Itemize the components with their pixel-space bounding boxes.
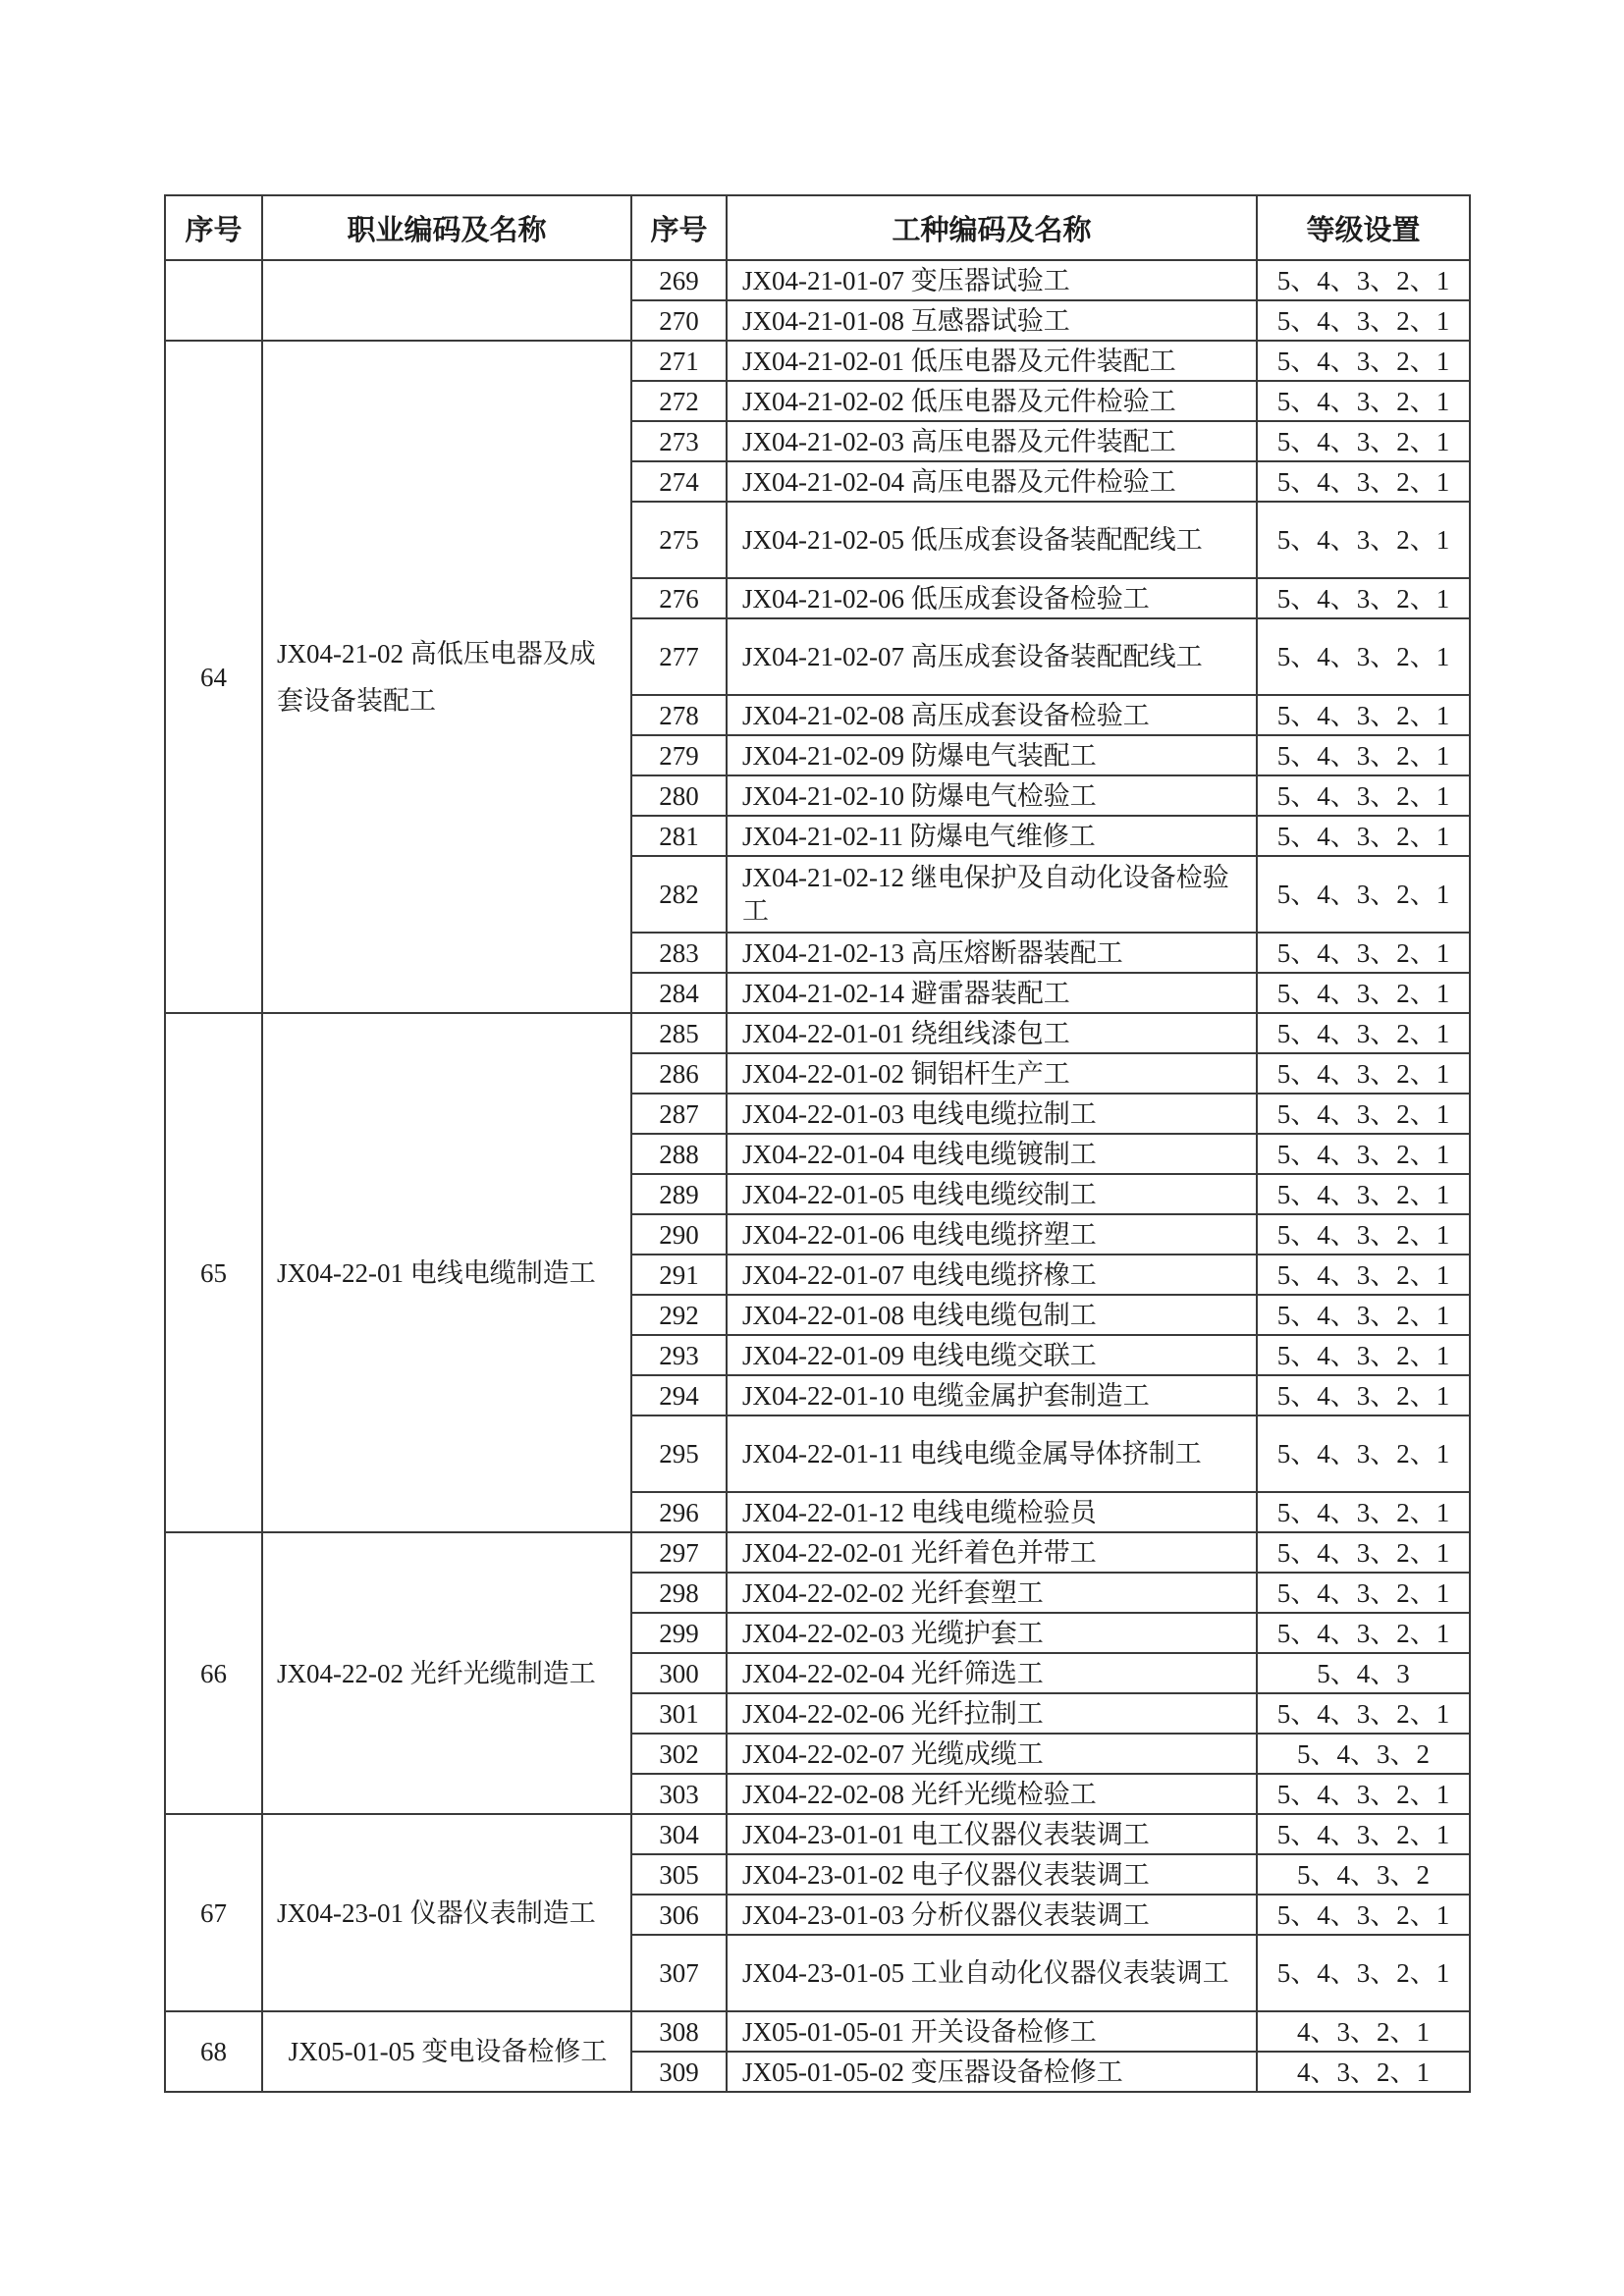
grade-cell: 5、4、3、2、1 xyxy=(1257,1774,1470,1814)
grade-cell: 5、4、3、2、1 xyxy=(1257,300,1470,341)
job-name-cell: JX04-22-01-01 绕组线漆包工 xyxy=(727,1013,1257,1053)
occupation-name-cell: JX04-22-02 光纤光缆制造工 xyxy=(262,1532,631,1814)
job-seq-cell: 308 xyxy=(631,2011,727,2052)
job-name-cell: JX04-21-02-01 低压电器及元件装配工 xyxy=(727,341,1257,381)
table-row xyxy=(165,260,1470,300)
header-occupation-code-name: 职业编码及名称 xyxy=(262,195,631,260)
job-seq-cell: 305 xyxy=(631,1854,727,1895)
table-row xyxy=(165,1532,1470,1573)
grade-cell: 5、4、3、2、1 xyxy=(1257,618,1470,695)
grade-cell: 5、4、3、2、1 xyxy=(1257,816,1470,856)
job-name-cell: JX04-22-01-07 电线电缆挤橡工 xyxy=(727,1255,1257,1295)
job-seq-cell: 309 xyxy=(631,2052,727,2092)
job-name-cell: JX04-21-02-09 防爆电气装配工 xyxy=(727,735,1257,775)
table-header xyxy=(165,195,1470,260)
job-name-cell: JX04-21-02-14 避雷器装配工 xyxy=(727,973,1257,1013)
job-seq-cell: 303 xyxy=(631,1774,727,1814)
job-name-cell: JX04-22-02-03 光缆护套工 xyxy=(727,1613,1257,1653)
job-name-cell: JX04-21-02-10 防爆电气检验工 xyxy=(727,775,1257,816)
job-name-cell: JX04-21-02-03 高压电器及元件装配工 xyxy=(727,421,1257,461)
job-seq-cell: 275 xyxy=(631,502,727,578)
job-seq-cell: 269 xyxy=(631,260,727,300)
occupation-seq-cell: 66 xyxy=(165,1532,262,1814)
occupation-name-cell xyxy=(262,260,631,341)
grade-cell: 5、4、3、2、1 xyxy=(1257,856,1470,933)
grade-cell: 5、4、3、2、1 xyxy=(1257,1613,1470,1653)
job-seq-cell: 278 xyxy=(631,695,727,735)
grade-cell: 5、4、3、2、1 xyxy=(1257,578,1470,618)
grade-cell: 5、4、3、2、1 xyxy=(1257,1532,1470,1573)
job-seq-cell: 295 xyxy=(631,1415,727,1492)
job-name-cell: JX04-21-02-02 低压电器及元件检验工 xyxy=(727,381,1257,421)
job-seq-cell: 296 xyxy=(631,1492,727,1532)
job-seq-cell: 270 xyxy=(631,300,727,341)
job-name-cell: JX05-01-05-02 变压器设备检修工 xyxy=(727,2052,1257,2092)
job-name-cell: JX04-22-01-09 电线电缆交联工 xyxy=(727,1335,1257,1375)
job-seq-cell: 276 xyxy=(631,578,727,618)
job-name-cell: JX04-21-02-04 高压电器及元件检验工 xyxy=(727,461,1257,502)
occupation-name-cell: JX04-23-01 仪器仪表制造工 xyxy=(262,1814,631,2011)
job-name-cell: JX05-01-05-01 开关设备检修工 xyxy=(727,2011,1257,2052)
header-job-seq: 序号 xyxy=(631,195,727,260)
grade-cell: 5、4、3、2、1 xyxy=(1257,1375,1470,1415)
grade-cell: 5、4、3、2、1 xyxy=(1257,1214,1470,1255)
occupation-name-cell: JX04-22-01 电线电缆制造工 xyxy=(262,1013,631,1532)
grade-cell: 5、4、3、2、1 xyxy=(1257,1053,1470,1094)
grade-cell: 5、4、3、2、1 xyxy=(1257,1895,1470,1935)
job-seq-cell: 297 xyxy=(631,1532,727,1573)
grade-cell: 5、4、3、2、1 xyxy=(1257,1174,1470,1214)
grade-cell: 5、4、3、2、1 xyxy=(1257,421,1470,461)
grade-cell: 5、4、3、2、1 xyxy=(1257,1573,1470,1613)
job-seq-cell: 271 xyxy=(631,341,727,381)
job-name-cell: JX04-22-01-11 电线电缆金属导体挤制工 xyxy=(727,1415,1257,1492)
table-body xyxy=(165,260,1470,2092)
job-name-cell: JX04-23-01-05 工业自动化仪器仪表装调工 xyxy=(727,1935,1257,2011)
job-seq-cell: 287 xyxy=(631,1094,727,1134)
job-name-cell: JX04-23-01-01 电工仪器仪表装调工 xyxy=(727,1814,1257,1854)
job-seq-cell: 290 xyxy=(631,1214,727,1255)
grade-cell: 4、3、2、1 xyxy=(1257,2052,1470,2092)
job-name-cell: JX04-22-02-08 光纤光缆检验工 xyxy=(727,1774,1257,1814)
job-name-cell: JX04-22-01-04 电线电缆镀制工 xyxy=(727,1134,1257,1174)
grade-cell: 5、4、3、2、1 xyxy=(1257,1935,1470,2011)
job-name-cell: JX04-22-01-05 电线电缆绞制工 xyxy=(727,1174,1257,1214)
occupation-name-cell: JX05-01-05 变电设备检修工 xyxy=(262,2011,631,2092)
job-name-cell: JX04-21-02-12 继电保护及自动化设备检验工 xyxy=(727,856,1257,933)
grade-cell: 5、4、3、2、1 xyxy=(1257,933,1470,973)
grade-cell: 5、4、3、2、1 xyxy=(1257,1814,1470,1854)
grade-cell: 5、4、3、2、1 xyxy=(1257,1492,1470,1532)
job-name-cell: JX04-22-01-02 铜铝杆生产工 xyxy=(727,1053,1257,1094)
job-name-cell: JX04-22-02-02 光纤套塑工 xyxy=(727,1573,1257,1613)
grade-cell: 5、4、3、2、1 xyxy=(1257,1295,1470,1335)
occupation-seq-cell: 68 xyxy=(165,2011,262,2092)
header-occupation-seq: 序号 xyxy=(165,195,262,260)
job-seq-cell: 280 xyxy=(631,775,727,816)
grade-cell: 5、4、3、2、1 xyxy=(1257,1134,1470,1174)
job-name-cell: JX04-22-01-12 电线电缆检验员 xyxy=(727,1492,1257,1532)
job-seq-cell: 307 xyxy=(631,1935,727,2011)
occupation-seq-cell: 64 xyxy=(165,341,262,1013)
job-seq-cell: 272 xyxy=(631,381,727,421)
table-row xyxy=(165,341,1470,381)
job-seq-cell: 292 xyxy=(631,1295,727,1335)
grade-cell: 5、4、3、2、1 xyxy=(1257,775,1470,816)
job-name-cell: JX04-21-02-08 高压成套设备检验工 xyxy=(727,695,1257,735)
job-name-cell: JX04-23-01-03 分析仪器仪表装调工 xyxy=(727,1895,1257,1935)
grade-cell: 5、4、3、2、1 xyxy=(1257,502,1470,578)
grade-cell: 5、4、3 xyxy=(1257,1653,1470,1693)
job-seq-cell: 279 xyxy=(631,735,727,775)
job-seq-cell: 273 xyxy=(631,421,727,461)
grade-cell: 5、4、3、2、1 xyxy=(1257,1415,1470,1492)
job-seq-cell: 304 xyxy=(631,1814,727,1854)
grade-cell: 5、4、3、2、1 xyxy=(1257,973,1470,1013)
header-grade-setting: 等级设置 xyxy=(1257,195,1470,260)
grade-cell: 5、4、3、2、1 xyxy=(1257,381,1470,421)
job-seq-cell: 285 xyxy=(631,1013,727,1053)
job-name-cell: JX04-21-02-13 高压熔断器装配工 xyxy=(727,933,1257,973)
job-name-cell: JX04-21-02-05 低压成套设备装配配线工 xyxy=(727,502,1257,578)
table-row xyxy=(165,1013,1470,1053)
job-name-cell: JX04-23-01-02 电子仪器仪表装调工 xyxy=(727,1854,1257,1895)
grade-cell: 5、4、3、2、1 xyxy=(1257,695,1470,735)
job-seq-cell: 306 xyxy=(631,1895,727,1935)
job-name-cell: JX04-22-02-04 光纤筛选工 xyxy=(727,1653,1257,1693)
job-seq-cell: 301 xyxy=(631,1693,727,1734)
grade-cell: 5、4、3、2、1 xyxy=(1257,461,1470,502)
grade-cell: 5、4、3、2、1 xyxy=(1257,1094,1470,1134)
job-name-cell: JX04-21-01-08 互感器试验工 xyxy=(727,300,1257,341)
occupation-name-cell: JX04-21-02 高低压电器及成套设备装配工 xyxy=(262,341,631,1013)
job-seq-cell: 293 xyxy=(631,1335,727,1375)
table-row xyxy=(165,2011,1470,2052)
job-seq-cell: 283 xyxy=(631,933,727,973)
grade-cell: 5、4、3、2、1 xyxy=(1257,1335,1470,1375)
table-row xyxy=(165,1814,1470,1854)
job-name-cell: JX04-21-02-11 防爆电气维修工 xyxy=(727,816,1257,856)
job-seq-cell: 277 xyxy=(631,618,727,695)
grade-cell: 5、4、3、2、1 xyxy=(1257,1013,1470,1053)
job-name-cell: JX04-21-02-07 高压成套设备装配配线工 xyxy=(727,618,1257,695)
occupation-seq-cell xyxy=(165,260,262,341)
header-row xyxy=(165,195,1470,260)
job-name-cell: JX04-21-02-06 低压成套设备检验工 xyxy=(727,578,1257,618)
job-seq-cell: 300 xyxy=(631,1653,727,1693)
grade-cell: 5、4、3、2、1 xyxy=(1257,260,1470,300)
grade-cell: 5、4、3、2 xyxy=(1257,1854,1470,1895)
job-name-cell: JX04-22-01-06 电线电缆挤塑工 xyxy=(727,1214,1257,1255)
job-name-cell: JX04-22-01-08 电线电缆包制工 xyxy=(727,1295,1257,1335)
grade-cell: 4、3、2、1 xyxy=(1257,2011,1470,2052)
job-name-cell: JX04-22-01-10 电缆金属护套制造工 xyxy=(727,1375,1257,1415)
job-seq-cell: 298 xyxy=(631,1573,727,1613)
job-seq-cell: 289 xyxy=(631,1174,727,1214)
grade-cell: 5、4、3、2、1 xyxy=(1257,1693,1470,1734)
job-seq-cell: 291 xyxy=(631,1255,727,1295)
job-seq-cell: 282 xyxy=(631,856,727,933)
job-name-cell: JX04-21-01-07 变压器试验工 xyxy=(727,260,1257,300)
job-seq-cell: 302 xyxy=(631,1734,727,1774)
grade-cell: 5、4、3、2、1 xyxy=(1257,341,1470,381)
occupation-table xyxy=(164,194,1471,2093)
occupation-seq-cell: 67 xyxy=(165,1814,262,2011)
job-name-cell: JX04-22-01-03 电线电缆拉制工 xyxy=(727,1094,1257,1134)
job-name-cell: JX04-22-02-01 光纤着色并带工 xyxy=(727,1532,1257,1573)
job-seq-cell: 286 xyxy=(631,1053,727,1094)
job-seq-cell: 281 xyxy=(631,816,727,856)
job-name-cell: JX04-22-02-06 光纤拉制工 xyxy=(727,1693,1257,1734)
job-name-cell: JX04-22-02-07 光缆成缆工 xyxy=(727,1734,1257,1774)
grade-cell: 5、4、3、2、1 xyxy=(1257,735,1470,775)
header-job-code-name: 工种编码及名称 xyxy=(727,195,1257,260)
grade-cell: 5、4、3、2、1 xyxy=(1257,1255,1470,1295)
job-seq-cell: 284 xyxy=(631,973,727,1013)
grade-cell: 5、4、3、2 xyxy=(1257,1734,1470,1774)
job-seq-cell: 299 xyxy=(631,1613,727,1653)
job-seq-cell: 288 xyxy=(631,1134,727,1174)
job-seq-cell: 294 xyxy=(631,1375,727,1415)
job-seq-cell: 274 xyxy=(631,461,727,502)
occupation-seq-cell: 65 xyxy=(165,1013,262,1532)
